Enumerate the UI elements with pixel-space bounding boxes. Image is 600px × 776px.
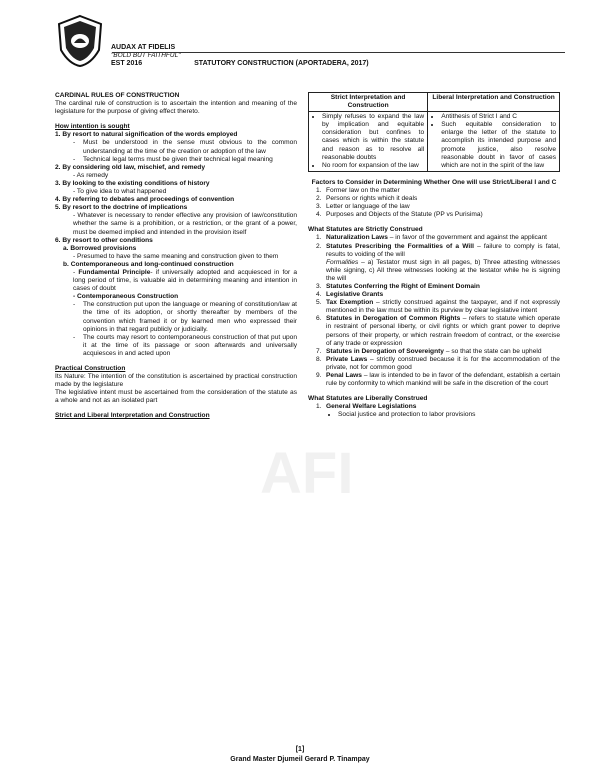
rule2-bullet: - As remedy	[73, 171, 109, 179]
left-column	[55, 92, 297, 421]
rule1-bullet: - Must be understood in the sense must obvious to the common understanding at the time of the creation or adoption of the law	[73, 139, 297, 155]
liberal-item: • Antithesis of Strict I and C	[441, 113, 556, 121]
watermark: AFI	[260, 441, 354, 506]
contemporaneous-bullet: - The construction put upon the language or meaning of constitution/law at the time of its adoption, or shortly thereafter by members of the convention which framed it or by learned men who expressed their opinions in that regard publicly or judicially.	[73, 301, 297, 333]
page-number: [1]	[295, 746, 305, 753]
header-motto: "BOLD BUT FAITHFUL"	[111, 52, 181, 59]
rule5-title: 5. By resort to the doctrine of implications	[55, 204, 188, 212]
header-rule	[112, 52, 565, 53]
strict-statute: 6. Statutes in Derogation of Common Rights – refers to statute which operate in restraint of personal liberty, or civil rights or which grant power to deprive persons of their property, or which restrain freedom of contract, or the exercise of any trade or expression	[316, 315, 560, 347]
rule1-bullet: - Technical legal terms must be given their technical legal meaning	[73, 155, 273, 163]
rule3-title: 3. By looking to the existing conditions of history	[55, 179, 210, 187]
strict-statute: 4. Legislative Grants	[316, 291, 384, 299]
how-title: How intention is sought	[55, 123, 130, 131]
rule6a-bullet: - Presumed to have the same meaning and construction given to them	[73, 252, 279, 260]
contemporaneous-title: - Contemporaneous Construction	[73, 293, 179, 301]
factors-title: Factors to Consider in Determining Whether One will use Strict/Liberal I and C	[311, 178, 557, 186]
liberal-statute: 1. General Welfare Legislations	[316, 403, 417, 411]
page-header	[55, 14, 565, 72]
fundamental-principle: - Fundamental Principle- if universally adopted and acquiesced in for a long period of time, is valuable aid in determining meaning and intention in cases of doubt	[73, 268, 297, 293]
strict-item: • No room for expansion of the law	[322, 162, 424, 170]
rule1-title: 1. By resort to natural signification of the words employed	[55, 131, 238, 139]
rule3-bullet: - To give idea to what happened	[73, 188, 167, 196]
header-est: EST 2016	[111, 60, 143, 67]
rule4-title: 4. By referring to debates and proceedings of convention	[55, 196, 235, 204]
header-org: AUDAX AT FIDELIS	[111, 44, 176, 51]
rule6b-title: b. Contemporaneous and long-continued construction	[63, 260, 234, 268]
practical-title: Practical Construction	[55, 365, 126, 372]
practical-nature: Its Nature: The intention of the constitution is ascertained by practical construction made by the legislature	[55, 373, 297, 389]
strict-statute: 2. Statutes Prescribing the Formalities of a Will – failure to comply is fatal, results to voiding of the will Formalities – a) Testator must sign in all pages, b) Three attesting witnesses while signing, c) All three witnesses looking at the testator while he is signing the will	[316, 242, 560, 282]
contemporaneous-bullet: - The courts may resort to contemporaneous construction of that put upon it at the time of its passage or soon afterwards and universally acquiesces in and acted upon	[73, 333, 297, 357]
factor-item: 4. Purposes and Objects of the Statute (PP vs Purisima)	[316, 211, 483, 219]
header-title: STATUTORY CONSTRUCTION (APORTADERA, 2017)	[194, 60, 369, 67]
cardinal-title: CARDINAL RULES OF CONSTRUCTION	[55, 92, 180, 99]
strict-statute: 7. Statutes in Derogation of Sovereignty – so that the state can be upheld	[316, 347, 542, 355]
strict-statute: 5. Tax Exemption – strictly construed against the taxpayer, and if not expressly mentioned in the law must be within its purview by clear legislative intent	[316, 299, 560, 315]
liberal-statute-bullet: • Social justice and protection to labor provisions	[338, 411, 560, 419]
right-column	[308, 92, 560, 419]
strict-statute: 9. Penal Laws – law is intended to be in favor of the defendant, establish a certain rule by conformity to which mankind will be safe in the discretion of the court	[316, 372, 560, 388]
rule6a-title: a. Borrowed provisions	[63, 244, 137, 252]
strict-statute: 1. Naturalization Laws – in favor of the government and against the applicant	[316, 234, 548, 242]
factor-item: 1. Former law on the matter	[316, 186, 400, 194]
rule6-title: 6. By resort to other conditions	[55, 236, 153, 244]
liberal-item: • Such equitable consideration to enlarge the letter of the statute to accomplish its intended purpose and promote justice, also resolve reasonable doubt in favor of cases which are not in the spirit of the law	[441, 121, 556, 170]
liberal-statutes-title: What Statutes are Liberally Construed	[308, 395, 428, 403]
strict-statutes-title: What Statutes are Strictly Construed	[308, 226, 423, 234]
factor-item: 2. Persons or rights which it deals	[316, 195, 418, 203]
footer-author: Grand Master Djumeil Gerard P. Tinampay	[230, 756, 370, 763]
table-head-liberal: Liberal Interpretation and Construction	[428, 93, 560, 112]
strict-statute: 8. Private Laws – strictly construed because it is for the accommodation of the private, not for common good	[316, 355, 560, 371]
strict-item: • Simply refuses to expand the law by implication and equitable consideration but confines to cases which is within the statute and reason as to resolve all reasonable doubts	[322, 113, 424, 162]
factor-item: 3. Letter or language of the law	[316, 203, 410, 211]
rule5-bullet: - Whatever is necessary to render effective any provision of law/constitution whether the same is a prohibition, or a restriction, or the grant of a power, must be deemed implied and intended in the provision itself	[73, 212, 297, 236]
rule2-title: 2. By considering old law, mischief, and remedy	[55, 163, 205, 171]
strict-liberal-table	[308, 92, 560, 172]
cardinal-text: The cardinal rule of construction is to ascertain the intention and meaning of the legislature for the purpose of giving effect thereto.	[55, 100, 297, 116]
practical-intent: The legislative intent must be ascertained from the consideration of the statute as a whole and not as an isolated part	[55, 389, 297, 405]
strict-liberal-title: Strict and Liberal Interpretation and Construction	[55, 412, 210, 420]
table-head-strict: Strict Interpretation and Construction	[309, 93, 428, 112]
strict-statute: 3. Statutes Conferring the Right of Eminent Domain	[316, 282, 480, 290]
seal-logo-icon	[55, 14, 105, 68]
